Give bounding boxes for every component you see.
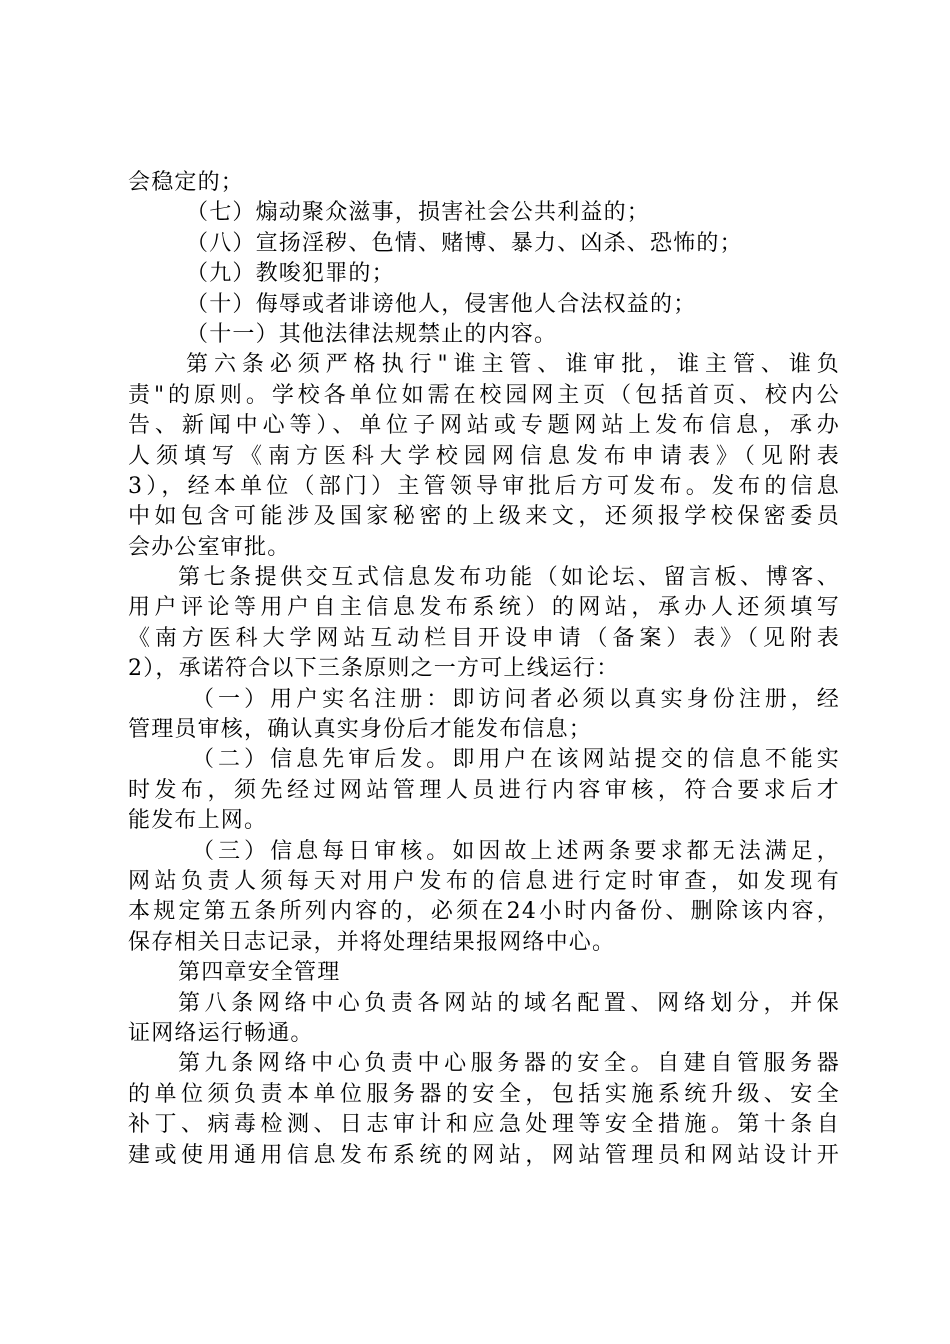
article-6-line: 会办公室审批。	[128, 534, 291, 560]
principle-2-line: 时发布，须先经过网站管理人员进行内容审核，符合要求后才	[128, 777, 840, 803]
article-7-line: 用户评论等用户自主信息发布系统）的网站，承办人还须填写	[128, 595, 840, 621]
list-item: （十一）其他法律法规禁止的内容。	[186, 321, 558, 347]
list-item: （八）宣扬淫秽、色情、赌博、暴力、凶杀、恐怖的；	[186, 230, 743, 256]
article-9-line: 的单位须负责本单位服务器的安全，包括实施系统升级、安全	[128, 1081, 840, 1107]
article-9-line: 第九条网络中心负责中心服务器的安全。自建自管服务器	[178, 1051, 840, 1077]
article-7-line: 《南方医科大学网站互动栏目开设申请（备案）表》（见附表	[128, 625, 840, 651]
list-item: （十）侮辱或者诽谤他人，侵害他人合法权益的；	[186, 291, 697, 317]
article-7-line: 第七条提供交互式信息发布功能（如论坛、留言板、博客、	[178, 565, 840, 591]
principle-3-line: 本规定第五条所列内容的，必须在24小时内备份、删除该内容，	[128, 899, 840, 925]
article-8-line: 第八条网络中心负责各网站的域名配置、网络划分，并保	[178, 990, 840, 1016]
principle-1-line: （一）用户实名注册：即访问者必须以真实身份注册，经	[192, 686, 840, 712]
principle-3-line: （三）信息每日审核。如因故上述两条要求都无法满足，	[192, 838, 840, 864]
article-7-line: 2），承诺符合以下三条原则之一方可上线运行：	[128, 656, 620, 682]
principle-2-line: 能发布上网。	[128, 808, 268, 834]
principle-3-line: 保存相关日志记录，并将处理结果报网络中心。	[128, 929, 616, 955]
article-6-line: 3），经本单位（部门）主管领导审批后方可发布。发布的信息	[128, 473, 840, 499]
article-8-line: 证网络运行畅通。	[128, 1020, 314, 1046]
article-6-line: 中如包含可能涉及国家秘密的上级来文，还须报学校保密委员	[128, 504, 840, 530]
chapter-heading: 第四章安全管理	[178, 960, 341, 986]
list-item: （九）教唆犯罪的；	[186, 261, 395, 287]
article-6-line: 告、新闻中心等）、单位子网站或专题网站上发布信息，承办	[128, 413, 840, 439]
article-6-line: 第六条必须严格执行"谁主管、谁审批，谁主管、谁负	[186, 352, 840, 378]
document-body	[128, 168, 840, 1171]
principle-2-line: （二）信息先审后发。即用户在该网站提交的信息不能实	[192, 747, 840, 773]
article-6-line: 人须填写《南方医科大学校园网信息发布申请表》（见附表	[128, 443, 840, 469]
principle-3-line: 网站负责人须每天对用户发布的信息进行定时审查，如发现有	[128, 868, 840, 894]
principle-1-line: 管理员审核，确认真实身份后才能发布信息；	[128, 717, 593, 743]
article-6-line: 责"的原则。学校各单位如需在校园网主页（包括首页、校内公	[128, 382, 840, 408]
list-item: （七）煽动聚众滋事，损害社会公共利益的；	[186, 200, 651, 226]
article-9-line: 补丁、病毒检测、日志审计和应急处理等安全措施。第十条自	[128, 1112, 840, 1138]
text-line: 会稳定的；	[128, 170, 245, 195]
article-10-line: 建或使用通用信息发布系统的网站，网站管理员和网站设计开	[128, 1142, 840, 1168]
